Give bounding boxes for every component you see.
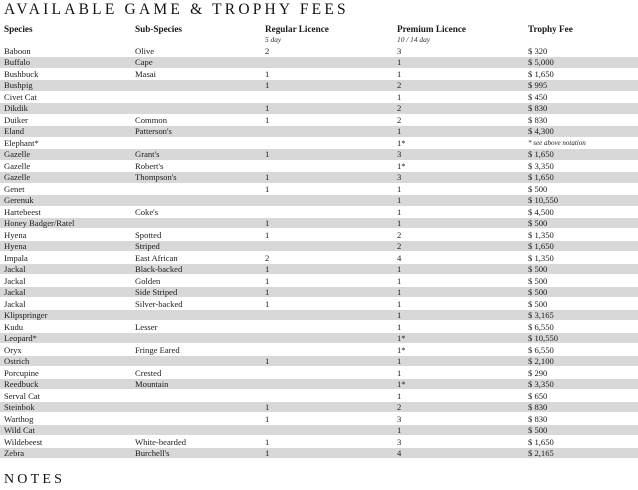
- table-row: [0, 103, 638, 114]
- table-row: [0, 69, 638, 80]
- species-cell: Ostrich: [4, 355, 30, 366]
- trophy-fee-cell: $ 5,000: [528, 56, 554, 67]
- subspecies-cell: Common: [135, 114, 167, 125]
- species-cell: Elephant*: [4, 137, 39, 148]
- regular-licence-cell: 1: [265, 355, 270, 366]
- species-cell: Gazelle: [4, 171, 31, 182]
- premium-licence-cell: 4: [397, 252, 402, 263]
- trophy-fee-cell: $ 2,100: [528, 355, 554, 366]
- table-row: [0, 230, 638, 241]
- species-cell: Steinbok: [4, 401, 35, 412]
- regular-licence-cell: 1: [265, 401, 270, 412]
- premium-licence-cell: 1: [397, 390, 402, 401]
- trophy-fee-cell: $ 500: [528, 183, 548, 194]
- regular-licence-cell: 1: [265, 229, 270, 240]
- regular-licence-cell: 1: [265, 447, 270, 458]
- premium-licence-cell: 1: [397, 275, 402, 286]
- premium-licence-cell: 1*: [397, 137, 406, 148]
- trophy-fee-cell: $ 500: [528, 424, 548, 435]
- species-cell: Jackal: [4, 275, 26, 286]
- premium-licence-cell: 1: [397, 355, 402, 366]
- species-cell: Civet Cat: [4, 91, 37, 102]
- header-species: Species: [4, 24, 33, 34]
- premium-licence-cell: 1: [397, 286, 402, 297]
- species-cell: Genet: [4, 183, 25, 194]
- subspecies-cell: Patterson's: [135, 125, 172, 136]
- header-premium-licence: Premium Licence: [397, 24, 466, 34]
- regular-licence-cell: 1: [265, 263, 270, 274]
- trophy-fee-cell: $ 500: [528, 286, 548, 297]
- species-cell: Impala: [4, 252, 28, 263]
- table-row: [0, 299, 638, 310]
- table-row: [0, 218, 638, 229]
- trophy-fee-cell: $ 320: [528, 46, 548, 56]
- premium-licence-cell: 1*: [397, 160, 406, 171]
- species-cell: Dikdik: [4, 102, 28, 113]
- subspecies-cell: Crested: [135, 367, 162, 378]
- table-row: [0, 402, 638, 413]
- subspecies-cell: Fringe Eared: [135, 344, 180, 355]
- species-cell: Jackal: [4, 286, 26, 297]
- table-row: [0, 264, 638, 275]
- table-row: [0, 172, 638, 183]
- premium-licence-cell: 2: [397, 401, 402, 412]
- header-trophy-fee: Trophy Fee: [528, 24, 573, 34]
- species-cell: Reedbuck: [4, 378, 39, 389]
- species-cell: Gazelle: [4, 160, 31, 171]
- species-cell: Wild Cat: [4, 424, 35, 435]
- premium-licence-cell: 2: [397, 229, 402, 240]
- subspecies-cell: Golden: [135, 275, 161, 286]
- regular-licence-cell: 1: [265, 114, 270, 125]
- table-row: [0, 322, 638, 333]
- species-cell: Porcupine: [4, 367, 39, 378]
- premium-licence-cell: 1*: [397, 344, 406, 355]
- table-row: [0, 345, 638, 356]
- subspecies-cell: Burchell's: [135, 447, 170, 458]
- trophy-fee-cell: $ 4,300: [528, 125, 554, 136]
- species-cell: Hyena: [4, 240, 27, 251]
- table-row: [0, 92, 638, 103]
- table-row: [0, 80, 638, 91]
- trophy-fee-cell: $ 1,650: [528, 240, 554, 251]
- premium-licence-cell: 1: [397, 367, 402, 378]
- regular-licence-cell: 1: [265, 148, 270, 159]
- trophy-fee-cell: $ 1,350: [528, 252, 554, 263]
- species-cell: Bushbuck: [4, 68, 39, 79]
- premium-licence-cell: 3: [397, 171, 402, 182]
- species-cell: Jackal: [4, 263, 26, 274]
- premium-licence-cell: 3: [397, 148, 402, 159]
- table-row: [0, 356, 638, 367]
- trophy-fee-cell: $ 500: [528, 217, 548, 228]
- regular-licence-cell: 2: [265, 252, 270, 263]
- species-cell: Zebra: [4, 447, 25, 458]
- trophy-fee-cell: $ 450: [528, 91, 548, 102]
- premium-licence-cell: 1: [397, 125, 402, 136]
- trophy-fee-cell: $ 4,500: [528, 206, 554, 217]
- trophy-fee-cell: $ 500: [528, 263, 548, 274]
- subspecies-cell: Thompson's: [135, 171, 177, 182]
- premium-licence-cell: 1: [397, 217, 402, 228]
- notes-heading: NOTES: [4, 472, 66, 487]
- species-cell: Gerenuk: [4, 194, 34, 205]
- subspecies-cell: East African: [135, 252, 178, 263]
- trophy-fee-cell: $ 3,350: [528, 378, 554, 389]
- subspecies-cell: Black-backed: [135, 263, 183, 274]
- species-cell: Warthog: [4, 413, 34, 424]
- trophy-fee-cell: $ 500: [528, 275, 548, 286]
- subspecies-cell: Masai: [135, 68, 157, 79]
- table-row: [0, 414, 638, 425]
- trophy-fee-cell: $ 3,165: [528, 309, 554, 320]
- species-cell: Klipspringer: [4, 309, 48, 320]
- table-row: [0, 126, 638, 137]
- trophy-fee-cell: $ 1,650: [528, 171, 554, 182]
- trophy-fee-cell: $ 1,650: [528, 148, 554, 159]
- regular-licence-cell: 1: [265, 217, 270, 228]
- regular-licence-cell: 1: [265, 436, 270, 447]
- table-row: [0, 333, 638, 344]
- trophy-fee-cell: $ 1,650: [528, 68, 554, 79]
- premium-licence-cell: 1: [397, 56, 402, 67]
- subspecies-cell: Striped: [135, 240, 160, 251]
- table-row: [0, 241, 638, 252]
- subspecies-cell: Coke's: [135, 206, 159, 217]
- trophy-fee-cell: $ 830: [528, 114, 548, 125]
- subspecies-cell: White-bearded: [135, 436, 187, 447]
- subspecies-cell: Lesser: [135, 321, 158, 332]
- trophy-fee-cell: $ 290: [528, 367, 548, 378]
- trophy-fee-cell: $ 10,550: [528, 332, 559, 343]
- table-row: [0, 379, 638, 390]
- species-cell: Gazelle: [4, 148, 31, 159]
- premium-licence-cell: 2: [397, 114, 402, 125]
- trophy-fee-cell: $ 1,650: [528, 436, 554, 447]
- table-row: [0, 287, 638, 298]
- trophy-fee-cell: $ 3,350: [528, 160, 554, 171]
- regular-licence-cell: 1: [265, 413, 270, 424]
- species-cell: Wildebeest: [4, 436, 43, 447]
- premium-licence-cell: 1: [397, 321, 402, 332]
- regular-licence-cell: 1: [265, 102, 270, 113]
- table-row: [0, 149, 638, 160]
- table-row: [0, 115, 638, 126]
- trophy-fee-cell: $ 830: [528, 401, 548, 412]
- subspecies-cell: Silver-backed: [135, 298, 183, 309]
- regular-licence-cell: 1: [265, 275, 270, 286]
- trophy-fee-cell: $ 500: [528, 298, 548, 309]
- premium-licence-cell: 1: [397, 298, 402, 309]
- table-row: [0, 437, 638, 448]
- subspecies-cell: Robert's: [135, 160, 164, 171]
- species-cell: Kudu: [4, 321, 24, 332]
- table-row: [0, 276, 638, 287]
- fee-table: [0, 46, 638, 458]
- table-row: [0, 184, 638, 195]
- species-cell: Serval Cat: [4, 390, 41, 401]
- subspecies-cell: Mountain: [135, 378, 169, 389]
- subspecies-cell: Olive: [135, 46, 155, 56]
- premium-licence-cell: 1: [397, 309, 402, 320]
- premium-licence-cell: 1: [397, 424, 402, 435]
- header-subspecies: Sub-Species: [135, 24, 182, 34]
- header-regular-licence: Regular Licence: [265, 24, 329, 34]
- species-cell: Bushpig: [4, 79, 33, 90]
- species-cell: Hyena: [4, 229, 27, 240]
- regular-licence-cell: 1: [265, 298, 270, 309]
- regular-licence-cell: 1: [265, 68, 270, 79]
- species-cell: Hartebeest: [4, 206, 41, 217]
- premium-licence-cell: 4: [397, 447, 402, 458]
- premium-licence-cell: 1*: [397, 332, 406, 343]
- trophy-fee-cell: $ 6,550: [528, 321, 554, 332]
- table-row: [0, 448, 638, 459]
- subspecies-cell: Side Striped: [135, 286, 178, 297]
- subspecies-cell: Spotted: [135, 229, 162, 240]
- trophy-fee-cell: * see above notation: [528, 138, 586, 147]
- header-premium-duration: 10 / 14 day: [397, 35, 431, 44]
- trophy-fee-cell: $ 830: [528, 413, 548, 424]
- table-row: [0, 195, 638, 206]
- header-regular-duration: 5 day: [265, 35, 282, 44]
- premium-licence-cell: 3: [397, 413, 402, 424]
- table-row: [0, 310, 638, 321]
- species-cell: Baboon: [4, 46, 31, 56]
- regular-licence-cell: 1: [265, 183, 270, 194]
- species-cell: Leopard*: [4, 332, 37, 343]
- species-cell: Buffalo: [4, 56, 31, 67]
- premium-licence-cell: 3: [397, 46, 402, 56]
- premium-licence-cell: 2: [397, 79, 402, 90]
- trophy-fee-cell: $ 2,165: [528, 447, 554, 458]
- species-cell: Duiker: [4, 114, 28, 125]
- premium-licence-cell: 1: [397, 194, 402, 205]
- trophy-fee-cell: $ 6,550: [528, 344, 554, 355]
- trophy-fee-cell: $ 650: [528, 390, 548, 401]
- table-row: [0, 138, 638, 149]
- premium-licence-cell: 1: [397, 263, 402, 274]
- table-row: [0, 46, 638, 57]
- premium-licence-cell: 1: [397, 91, 402, 102]
- regular-licence-cell: 1: [265, 79, 270, 90]
- regular-licence-cell: 1: [265, 286, 270, 297]
- species-cell: Jackal: [4, 298, 26, 309]
- premium-licence-cell: 2: [397, 240, 402, 251]
- subspecies-cell: Grant's: [135, 148, 160, 159]
- table-row: [0, 161, 638, 172]
- premium-licence-cell: 1: [397, 183, 402, 194]
- species-cell: Honey Badger/Ratel: [4, 217, 75, 228]
- table-row: [0, 253, 638, 264]
- subspecies-cell: Cape: [135, 56, 153, 67]
- species-cell: Oryx: [4, 344, 22, 355]
- premium-licence-cell: 1: [397, 206, 402, 217]
- regular-licence-cell: 2: [265, 46, 270, 56]
- trophy-fee-cell: $ 830: [528, 102, 548, 113]
- table-row: [0, 368, 638, 379]
- table-row: [0, 207, 638, 218]
- premium-licence-cell: 2: [397, 102, 402, 113]
- trophy-fee-cell: $ 1,350: [528, 229, 554, 240]
- table-row: [0, 57, 638, 68]
- premium-licence-cell: 1*: [397, 378, 406, 389]
- trophy-fee-cell: $ 995: [528, 79, 548, 90]
- premium-licence-cell: 1: [397, 68, 402, 79]
- premium-licence-cell: 3: [397, 436, 402, 447]
- species-cell: Eland: [4, 125, 25, 136]
- trophy-fee-cell: $ 10,550: [528, 194, 559, 205]
- page-title: AVAILABLE GAME & TROPHY FEES: [4, 1, 349, 18]
- table-row: [0, 391, 638, 402]
- regular-licence-cell: 1: [265, 171, 270, 182]
- table-row: [0, 425, 638, 436]
